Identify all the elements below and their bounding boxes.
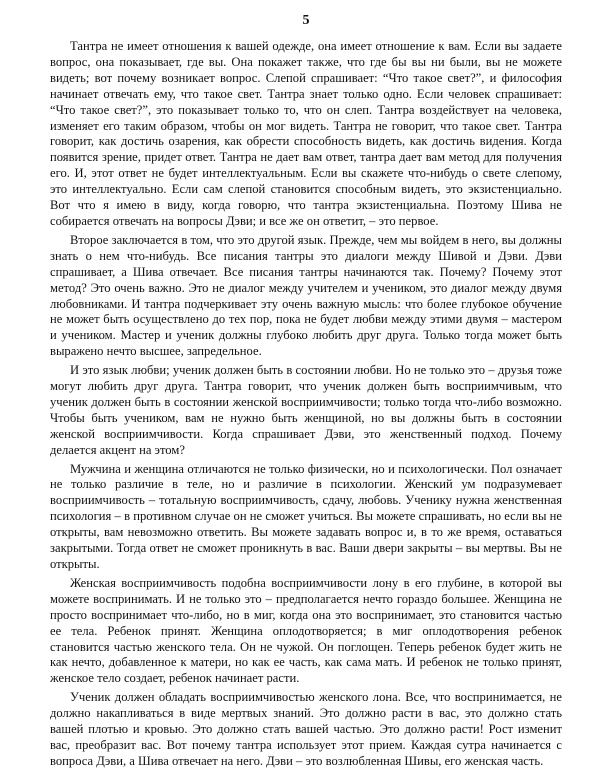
paragraph-1: Тантра не имеет отношения к вашей одежде, она имеет отношение к вам. Если вы задаете вопрос, она показывает, где вы. Она покажет также, что где бы вы ни были, вы не можете видеть; вот почему возникает вопрос. Слепой спрашивает: “Что такое свет?”, и философия начинает отвечать ему, что такое свет. Тантра знает только одно. Если человек спрашивает: “Что такое свет?”, это показывает только то, что он слеп. Тантра воздействует на человека, изменяет его таким образом, чтобы он мог видеть. Тантра не говорит, что такое свет. Тантра говорит, как достичь озарения, как обрести способность видеть, как достичь видения. Когда появится зрение, придет ответ. Тантра не дает вам ответ, тантра дает вам метод для получения его. И, этот ответ не будет интеллектуальным. Если вы скажете что-нибудь о свете слепому, это интеллектуально. Если сам слепой становится способным видеть, это экзистенциально. Вот что я имею в виду, когда говорю, что тантра экзистенциальна. Поэтому Шива не собирается отвечать на вопросы Дэви; и все же он ответит, – это первое. xyxy=(50,39,562,228)
paragraph-6: Ученик должен обладать восприимчивостью женского лона. Все, что воспринимается, не должно накапливаться в виде мертвых знаний. Это должно расти в вас, это должно стать вашей плотью и кровью. Это должно стать вашей частью. Это должно расти! Рост изменит вас, преобразит вас. Вот почему тантра использует этот прием. Каждая сутра начинается с вопроса Дэви, а Шива отвечает на него. Дэви – это возлюбленная Шивы, его женская часть. xyxy=(50,690,562,768)
paragraph-4: Мужчина и женщина отличаются не только физически, но и психологически. Пол означает не только различие в теле, но и различие в психологии. Женский ум подразумевает восприимчивость – тотальную восприимчивость, сдачу, любовь. Ученику нужна женственная психология – в противном случае он не сможет учиться. Вы можете спрашивать, но если вы не открыты, вам невозможно ответить. Вы можете задавать вопрос и, в то же время, оставаться закрытыми. Тогда ответ не сможет проникнуть в вас. Ваши двери закрыты – вы мертвы. Вы не открыты. xyxy=(50,461,562,571)
page-number: 5 xyxy=(302,13,310,28)
paragraph-3: И это язык любви; ученик должен быть в состоянии любви. Но не только это – друзья тоже могут любить друг друга. Тантра говорит, что ученик должен быть восприимчивым, что ученик должен быть в состоянии женской восприимчивости; только тогда что-либо возможно. Чтобы быть учеником, вам не нужно быть женщиной, но вы должны быть в состоянии женской восприимчивости. Когда спрашивает Дэви, это женственный подход. Почему делается акцент на этом? xyxy=(50,363,562,457)
paragraph-5: Женская восприимчивость подобна восприимчивости лону в его глубине, в которой вы можете воспринимать. И не только это – предполагается нечто гораздо большее. Женщина не просто воспринимает что-либо, но в миг, когда она это воспринимает, это становится частью ее тела. Ребенок принят. Женщина оплодотворяется; в миг оплодотворения ребенок становится частью женского тела. Он не чужой. Он поглощен. Теперь ребенок будет жить не как нечто, добавленное к матери, но как ее часть, как сама мать. И ребенок не только принят, женское тело создает, ребенок начинает расти. xyxy=(50,575,562,686)
paragraph-2: Второе заключается в том, что это другой язык. Прежде, чем мы войдем в него, вы должны знать о нем что-нибудь. Все писания тантры это диалоги между Шивой и Дэви. Дэви спрашивает, а Шива отвечает. Все писания тантры начинаются так. Почему? Почему этот метод? Это очень важно. Это не диалог между учителем и учеником, это диалог между двумя любовниками. И тантра подчеркивает эту очень важную мысль: что более глубокое обучение не может быть осуществлено до тех пор, пока не будет любви между этими двумя – мастером и учеником. Мастер и ученик должны глубоко любить друг друга. Только тогда может быть выражено нечто высшее, запредельное. xyxy=(50,232,562,359)
